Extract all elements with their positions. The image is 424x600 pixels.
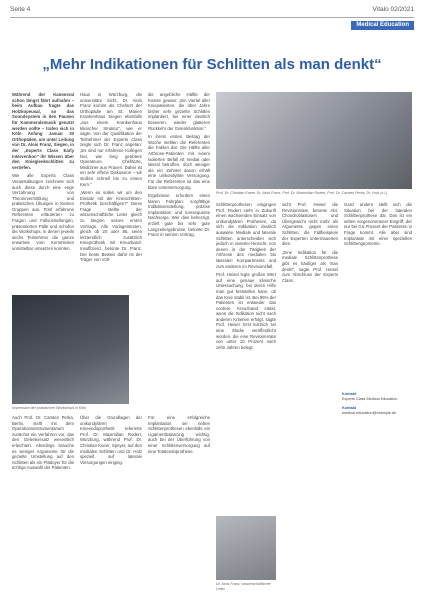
article-paragraph: Schlittenprothesen eingingen Prof. Rudert sieht in Zukunft einen wachsenden Einsatz von unikondylären Prothesen, da sich die Indikation deutlich ausweite. Mediale und laterale Schlitten unterscheiden sich jedoch in vielerlei Hinsicht, von denen in der Tätigkeit der Arthrose des medialen bis lateralen Kompartments und zum anderen im Revisionsfall. <box>216 202 276 269</box>
article-paragraph: „Wenn es sollen wir um den Einsatz mit der Knieschlitten-Prothetik beschäftigen?“ Diese Frage stellte der wissenschaftliche Leiter gleich zu Beginn seines ersten Vortrags. Alle Vorlagentexten, gleich ob 20 oder 85, seien letztendlich zusätzlich Knieprothetik mit Kreuzband-Insuffizienz, betonte Dr. Franz. Der beste Beweis dafür ist der Träger von Voll- <box>80 190 142 263</box>
column-2 <box>80 92 142 287</box>
info-label: Kontakt <box>342 406 357 410</box>
magazine-issue: Vitalo 02/2021 <box>372 6 414 13</box>
article-paragraph: In ihrem ersten Beitrag der Woche stellten die Referenten die Fakten dar: Die Hälfte aller Arthrose-Patienten mit einem isolierten Befall ist medial oder lateral betroffen, doch weniger als ein Zehntel davon erhält eine unikondyläre Versorgung. Für die Referenten ist das eine klare Unterversorgung. <box>148 134 210 190</box>
group-photo <box>216 92 412 189</box>
column-4 <box>216 202 276 508</box>
column-1-lower <box>12 415 74 593</box>
photo-caption: Impression der praktischen Workshops in Köln <box>12 406 87 410</box>
article-lead: Während der Kammeral schon längst fährt aufnahm – beim Aufbau fragte das Holzkopeusal, so das Soundsystem in den Pausen für Kammeralsmusik genutzt werden sollte – trafen sich in Köln Anfang Januar 30 Orthopäden, um unter Leitung von Dr. Alois Franz, Siegen, in der „Experts Class Early Intervention“ ihr Wissen über den Knieglenkschlitten zu vertiefen. <box>12 92 74 170</box>
page-header <box>10 6 414 16</box>
article-paragraph: sicht Prof. Heisel die Revisionsrate, betonte Abt. Chondroblastosen und Übergewicht nicht mehr als Argumente gegen einen Schlitten, die Fallbeispiele der Experten untermauerten dies. <box>282 202 338 247</box>
section-tag: Medical Education <box>351 21 414 30</box>
info-line: Experts Class Medical Education <box>342 397 398 401</box>
photo-caption: Prof. Dr. Christian Kneer, Dr. Alois Franz, Prof. Dr. Maximilian Rudert, Prof. Dr. Carsten Perka, Dr. Holz (v.l.) <box>216 191 388 195</box>
column-5 <box>282 202 338 592</box>
info-box <box>342 392 412 416</box>
article-paragraph: Ergebnisse erfordern einen klaren Fahrplan: sorgfältige Indikationsstellung, präzise Implantation und konsequente Nachsorge. Wer dies beherzigt, erzielt gute bis sehr gute Langzeitergebnisse, betonte Dr. Franz in seinem Vortrag. <box>148 193 210 238</box>
workshop-photo <box>12 295 129 404</box>
column-6 <box>344 202 412 388</box>
article-paragraph: Auch Prof. Dr. Carsten Perka, Berlin, stellt mit dem Operationsinstrumentarium zunächst ein Verfahren vor, das den Gelenkersatz wesentlich erleichtert. Allerdings brauche es weniger Argumente für die gezielte Umstellung auf den Schlitten als ein Plädoyer für die richtige Auswahl der Patienten. <box>12 415 74 471</box>
column-1 <box>12 92 74 287</box>
article-paragraph: „Eine Indikation für die mediale Schlittenprothese gibt es häufiger als man denkt“, sagte Prof. Heisel zum Abschluss der Experts Class. <box>282 249 338 283</box>
column-3-lower <box>148 415 210 593</box>
article-paragraph: Für eine erfolgreiche Implantation sei neben Schlittenprothesen ebenfalls ein Ligamentbalancing wichtig, auch bei der Überführung von einer Schlittenversorgung auf eine Totalendoprothese. <box>148 415 210 454</box>
info-line: medical.education@example.de <box>342 411 397 415</box>
header-rule <box>10 17 414 18</box>
photo-caption: Dr. Alois Franz, wissenschaftlicher Leiter <box>216 582 271 591</box>
article-paragraph: Wie alle Experts Class Veranstaltungen zeichnete sich auch diese durch eine enge Verzahnung von Theorievermittlung und praktischen Übungen in kleinen Gruppen aus. Fünf erfahrene Referenten erläuterten zu Fragen und Fallvorstellungen, präsentierten Fälle und schufen die Workshops, in denen jeweils sechs Teilnehmer die ganze erwartete vom Kemmleiren unmittelbar umsetzen konnten. <box>12 173 74 252</box>
article-paragraph: Prof. Heisel legte großen Wert auf eine genaue klinische Untersuchung, bei deren Hilfe man gut feststellen kann, ob das Knie stabil ist. Bei 95% der Patienten ist entweder das vordere Kreuzband intakt, wenn die Indikation nicht nach anderen Kriterien erfolgt, sagte Prof. Heisel. Erst kürzlich sei eine Studie veröffentlicht worden, die eine Revisionsrate von unter 10 Prozent nach zehn Jahren belegt. <box>216 272 276 350</box>
column-3 <box>148 92 210 404</box>
article-paragraph: Über die Grundlagen der unikondylären Knieendoprothetik referierte Prof. Dr. Maximilian Rudert, Würzburg, während Prof. Dr. Christian Kneer, Speyer, auf den medialen Schlitten und Dr. Holz speziell auf laterale Versorgungen einging. <box>80 415 142 465</box>
portrait-photo <box>216 516 276 580</box>
article-paragraph: die angebliche Hälfte der Kosten gewiss: „Ein Viertel aller Kniepatienten, die über Jahre bisher sehr gezielte Schlitten implantiert, bei einer deutlich besseren, wieder glatteren Rückkehr der Gelenkfunktion.“ <box>148 92 210 131</box>
article-paragraph: Haus in Würzburg, die universitäre Sicht, Dr. Alois Franz kommt als Chefarzt der Orthopädie am St. Marien Krankenhaus Siegen ebenfalls „aus einem Krankenhaus klinischer Struktur“, wie er sagte. Von der Qualifikation der Teilnehmer der Experts Class zeigte sich Dr. Franz angetan: „Es sind nur erfahrene Kollegen hier, wie lang geübtere Operateure. Chefärzte, Mediziner aus Praxen. Daher ist ein sehr offene Diskussion – wir stoßen schnell bis zu einem Kern.“ <box>80 92 142 187</box>
column-2-lower <box>80 415 142 593</box>
article-headline: „Mehr Indikationen für Schlitten als man denkt“ <box>42 56 382 73</box>
page-number: Seite 4 <box>10 6 31 13</box>
info-label: Kontakt <box>342 392 357 396</box>
article-paragraph: Ganz anders stellt sich die Situation bei der lateralen Schlittenprothese dar. Das ist ein selten vorgenommener Eingriff, der nur bei 0,6 Prozent der Patienten in Frage kommt. Alle aber sind Implantate mit einer speziellen Schlittengeometrie. <box>344 202 412 247</box>
